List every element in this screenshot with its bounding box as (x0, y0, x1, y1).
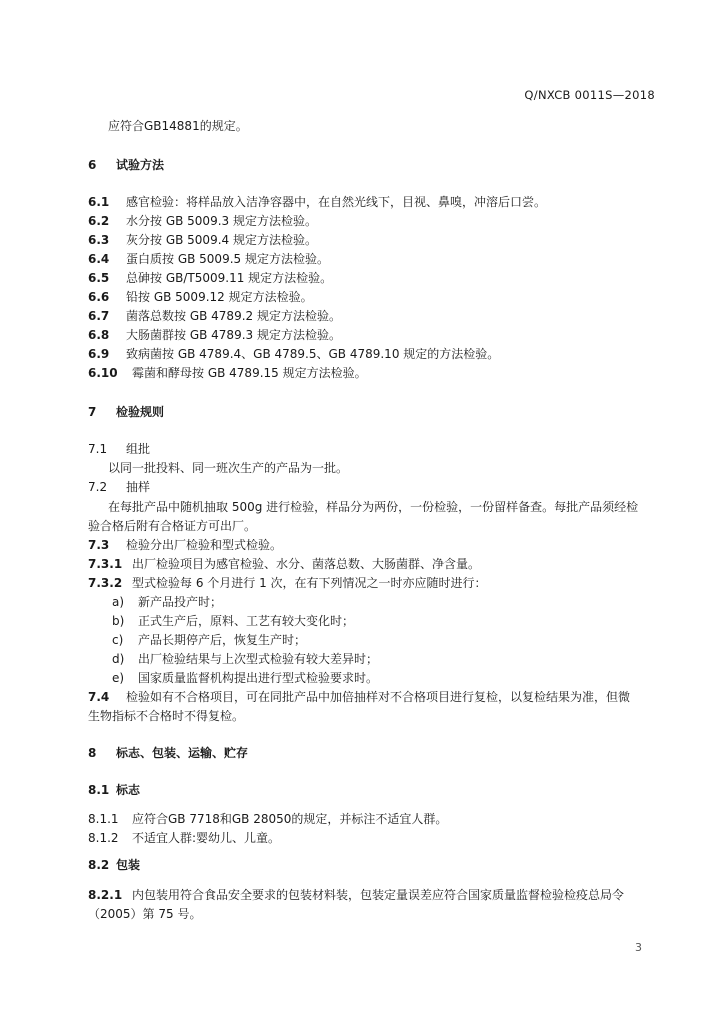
list-text: 产品长期停产后，恢复生产时； (138, 633, 307, 647)
clause-7-1-heading (88, 441, 150, 457)
section-title: 检验规则 (116, 405, 165, 419)
clause-text: 型式检验每 6 个月进行 1 次，在有下列情况之一时亦应随时进行： (132, 576, 487, 590)
clause-7-3-1 (88, 556, 480, 572)
clause-text: 不适宜人群:婴幼儿、儿童。 (132, 831, 281, 845)
clause-6-7 (88, 308, 341, 324)
section-number: 8 (88, 746, 97, 760)
clause-number: 6.8 (88, 328, 110, 342)
clause-8-1-2 (88, 830, 280, 846)
clause-6-1 (88, 194, 546, 210)
clause-7-4-line2: 生物指标不合格时不得复检。 (88, 709, 245, 723)
clause-text: 检验分出厂检验和型式检验。 (126, 538, 283, 552)
clause-6-3 (88, 232, 317, 248)
section-8-heading (88, 745, 248, 761)
clause-number: 8.2 (88, 858, 110, 872)
clause-text: 霉菌和酵母按 GB 4789.15 规定方法检验。 (132, 366, 367, 380)
clause-text: 检验如有不合格项目，可在同批产品中加倍抽样对不合格项目进行复检，以复检结果为准，但微 (126, 690, 631, 704)
clause-number: 6.5 (88, 271, 110, 285)
clause-number: 6.7 (88, 309, 110, 323)
clause-8-2-1-line2: （2005）第 75 号。 (88, 907, 202, 921)
section-7-heading (88, 404, 164, 420)
clause-number: 7.1 (88, 442, 108, 456)
list-item (112, 632, 306, 648)
list-marker: d) (112, 652, 125, 666)
clause-8-2-1-line1 (88, 887, 624, 903)
clause-number: 7.3.1 (88, 557, 123, 571)
clause-text: 菌落总数按 GB 4789.2 规定方法检验。 (126, 309, 341, 323)
clause-6-2 (88, 213, 317, 229)
list-item (112, 651, 378, 667)
clause-text: 总砷按 GB/T5009.11 规定方法检验。 (126, 271, 333, 285)
clause-text: 铅按 GB 5009.12 规定方法检验。 (126, 290, 313, 304)
clause-7-1-body: 以同一批投料、同一班次生产的产品为一批。 (108, 461, 349, 475)
clause-6-6 (88, 289, 313, 305)
list-text: 出厂检验结果与上次型式检验有较大差异时； (138, 652, 379, 666)
list-item (112, 594, 222, 610)
section-number: 7 (88, 405, 97, 419)
clause-title: 组批 (126, 442, 151, 456)
page-number: 3 (635, 941, 642, 954)
list-marker: b) (112, 614, 125, 628)
list-text: 新产品投产时； (138, 595, 223, 609)
clause-text: 感官检验：将样品放入洁净容器中，在自然光线下，目视、鼻嗅，冲溶后口尝。 (126, 195, 547, 209)
clause-7-2-body-line1: 在每批产品中随机抽取 500g 进行检验，样品分为两份，一份检验，一份留样备查。每批产品须经检 (108, 500, 639, 514)
clause-number: 7.3.2 (88, 576, 123, 590)
clause-text: 蛋白质按 GB 5009.5 规定方法检验。 (126, 252, 329, 266)
clause-6-9 (88, 346, 499, 362)
list-text: 正式生产后，原料、工艺有较大变化时； (138, 614, 355, 628)
section-number: 6 (88, 158, 97, 172)
clause-7-3-2 (88, 575, 487, 591)
clause-number: 8.1.1 (88, 812, 119, 826)
clause-number: 6.6 (88, 290, 110, 304)
clause-8-1-heading (88, 782, 140, 798)
list-item (112, 670, 378, 686)
clause-number: 7.3 (88, 538, 110, 552)
clause-text: 应符合GB 7718和GB 28050的规定，并标注不适宜人群。 (132, 812, 448, 826)
clause-8-2-heading (88, 857, 140, 873)
intro-line: 应符合GB14881的规定。 (108, 119, 248, 133)
clause-number: 8.2.1 (88, 888, 123, 902)
clause-number: 6.4 (88, 252, 110, 266)
clause-7-2-heading (88, 479, 150, 495)
list-text: 国家质量监督机构提出进行型式检验要求时。 (138, 671, 379, 685)
clause-text: 出厂检验项目为感官检验、水分、菌落总数、大肠菌群、净含量。 (132, 557, 481, 571)
clause-7-4-line1 (88, 689, 630, 705)
clause-number: 6.1 (88, 195, 110, 209)
clause-7-2-body-line2: 验合格后附有合格证方可出厂。 (88, 519, 257, 533)
list-marker: e) (112, 671, 125, 685)
clause-text: 大肠菌群按 GB 4789.3 规定方法检验。 (126, 328, 341, 342)
clause-title: 抽样 (126, 480, 151, 494)
clause-6-4 (88, 251, 329, 267)
clause-number: 6.10 (88, 366, 118, 380)
clause-6-8 (88, 327, 341, 343)
clause-number: 6.3 (88, 233, 110, 247)
clause-6-5 (88, 270, 332, 286)
section-title: 标志、包装、运输、贮存 (116, 746, 249, 760)
clause-7-3 (88, 537, 282, 553)
clause-title: 标志 (116, 783, 141, 797)
list-marker: a) (112, 595, 125, 609)
clause-text: 灰分按 GB 5009.4 规定方法检验。 (126, 233, 317, 247)
clause-number: 6.2 (88, 214, 110, 228)
document-code: Q/NXCB 0011S—2018 (524, 88, 655, 102)
clause-text: 内包装用符合食品安全要求的包装材料装，包装定量误差应符合国家质量监督检验检疫总局令 (132, 888, 625, 902)
clause-8-1-1 (88, 811, 447, 827)
clause-title: 包装 (116, 858, 141, 872)
list-marker: c) (112, 633, 124, 647)
clause-text: 致病菌按 GB 4789.4、GB 4789.5、GB 4789.10 规定的方法检验。 (126, 347, 500, 361)
clause-number: 6.9 (88, 347, 110, 361)
list-item (112, 613, 354, 629)
clause-number: 8.1.2 (88, 831, 119, 845)
section-title: 试验方法 (116, 158, 165, 172)
section-6-heading (88, 157, 164, 173)
clause-6-10 (88, 365, 367, 381)
clause-number: 8.1 (88, 783, 110, 797)
clause-number: 7.2 (88, 480, 108, 494)
clause-number: 7.4 (88, 690, 110, 704)
clause-text: 水分按 GB 5009.3 规定方法检验。 (126, 214, 317, 228)
